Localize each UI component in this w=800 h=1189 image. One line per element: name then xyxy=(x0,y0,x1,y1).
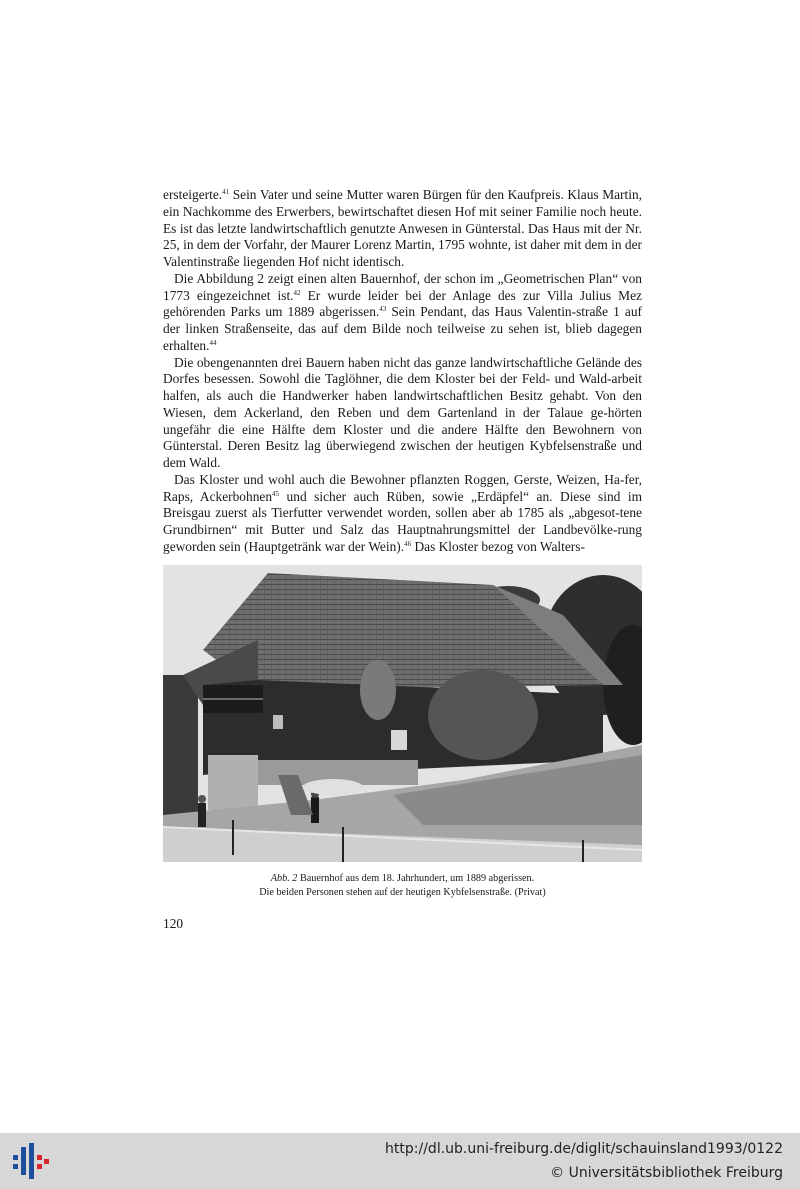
footnote-ref: 41 xyxy=(222,188,230,196)
footnote-ref: 46 xyxy=(404,539,412,548)
text-run: Sein Vater und seine Mutter waren Bürgen für den Kaufpreis. Klaus Martin, ein Nachkomme des Erwerbers, bewirtschaftet diesen Hof mit seiner Familie noch heute. Es ist das letzte landwirtschaftlich genutzte Anwesen in Günterstal. Das Haus mit der Nr. 25, in dem der Vorfahr, der Maurer Lorenz Martin, 1795 wohnte, ist daher mit dem in der Valentinstraße liegenden Hof nicht identisch. xyxy=(163,187,642,269)
figure-caption xyxy=(163,872,642,900)
footnote-ref: 43 xyxy=(379,305,387,314)
text-run: Die obengenannten drei Bauern haben nicht das ganze landwirtschaftliche Gelände des Dorfes besessen. Sowohl die Taglöhner, die dem Kloster bei der Feld- und Wald-arbeit halfen, als auch die Handwerker haben landwirtschaftlichen Besitz gehabt. Von den Wiesen, dem Ackerland, den Reben und dem Gartenland in der Talaue ge-hörten ungefähr die eine Hälfte dem Kloster und die andere Hälfte den Bewohnern von Günterstal. Deren Besitz lag überwiegend zwischen der heutigen Kybfelsenstraße und dem Wald. xyxy=(163,354,642,470)
caption-label: Abb. 2 xyxy=(270,873,298,884)
page-number: 120 xyxy=(163,916,184,931)
paragraph-1 xyxy=(163,187,642,271)
text-run: und sicher auch Rüben, sowie „Erdäpfel“ an. Diese sind im Breisgau zuerst als Tierfutter verwendet worden, sollen aber ab 1785 als „abgesot-tene Grundbirnen“ mit Butter und Salz das Hauptnahrungsmittel der Landbevölke-rung geworden sein (Hauptgetränk war der Wein). xyxy=(163,488,643,554)
text-run: ersteigerte. xyxy=(163,187,223,202)
body-text xyxy=(163,187,642,556)
footnote-ref: 44 xyxy=(209,338,217,347)
footnote-ref: 42 xyxy=(293,288,301,297)
paragraph-4 xyxy=(163,472,642,556)
footer-bar xyxy=(0,1133,800,1189)
farmhouse-photo xyxy=(163,565,642,862)
caption-line-2: Die beiden Personen stehen auf der heutigen Kybfelsenstraße. (Privat) xyxy=(259,887,546,898)
text-run: Die Abbildung 2 zeigt einen alten Bauernhof, der schon im „Geometrischen Plan“ von 1773 eingezeichnet ist. xyxy=(163,270,642,303)
footnote-ref: 45 xyxy=(272,489,280,498)
text-run: Das Kloster bezog von Walters- xyxy=(411,538,585,554)
footer-url-link[interactable]: http://dl.ub.uni-freiburg.de/diglit/schauinsland1993/0122 xyxy=(385,1141,783,1157)
text-run: Sein Pendant, das Haus Valentin-straße 1 auf der linken Straßenseite, das auf dem Bilde noch teilweise zu sehen ist, blieb dagegen erhalten. xyxy=(163,304,642,353)
caption-text-1: Bauernhof aus dem 18. Jahrhundert, um 1889 abgerissen. xyxy=(299,873,535,884)
text-run: Das Kloster und wohl auch die Bewohner pflanzten Roggen, Gerste, Weizen, Ha-fer, Raps, Ackerbohnen xyxy=(163,471,642,504)
library-logo-icon xyxy=(10,1141,50,1181)
paragraph-2 xyxy=(163,271,642,355)
paragraph-3 xyxy=(163,355,642,472)
caption-line-1 xyxy=(163,872,642,886)
footer-copyright: © Universitätsbibliothek Freiburg xyxy=(550,1165,783,1181)
text-run: Er wurde leider bei der Anlage des zur Villa Julius Mez gehörenden Parks um 1889 abgerissen. xyxy=(163,287,642,320)
